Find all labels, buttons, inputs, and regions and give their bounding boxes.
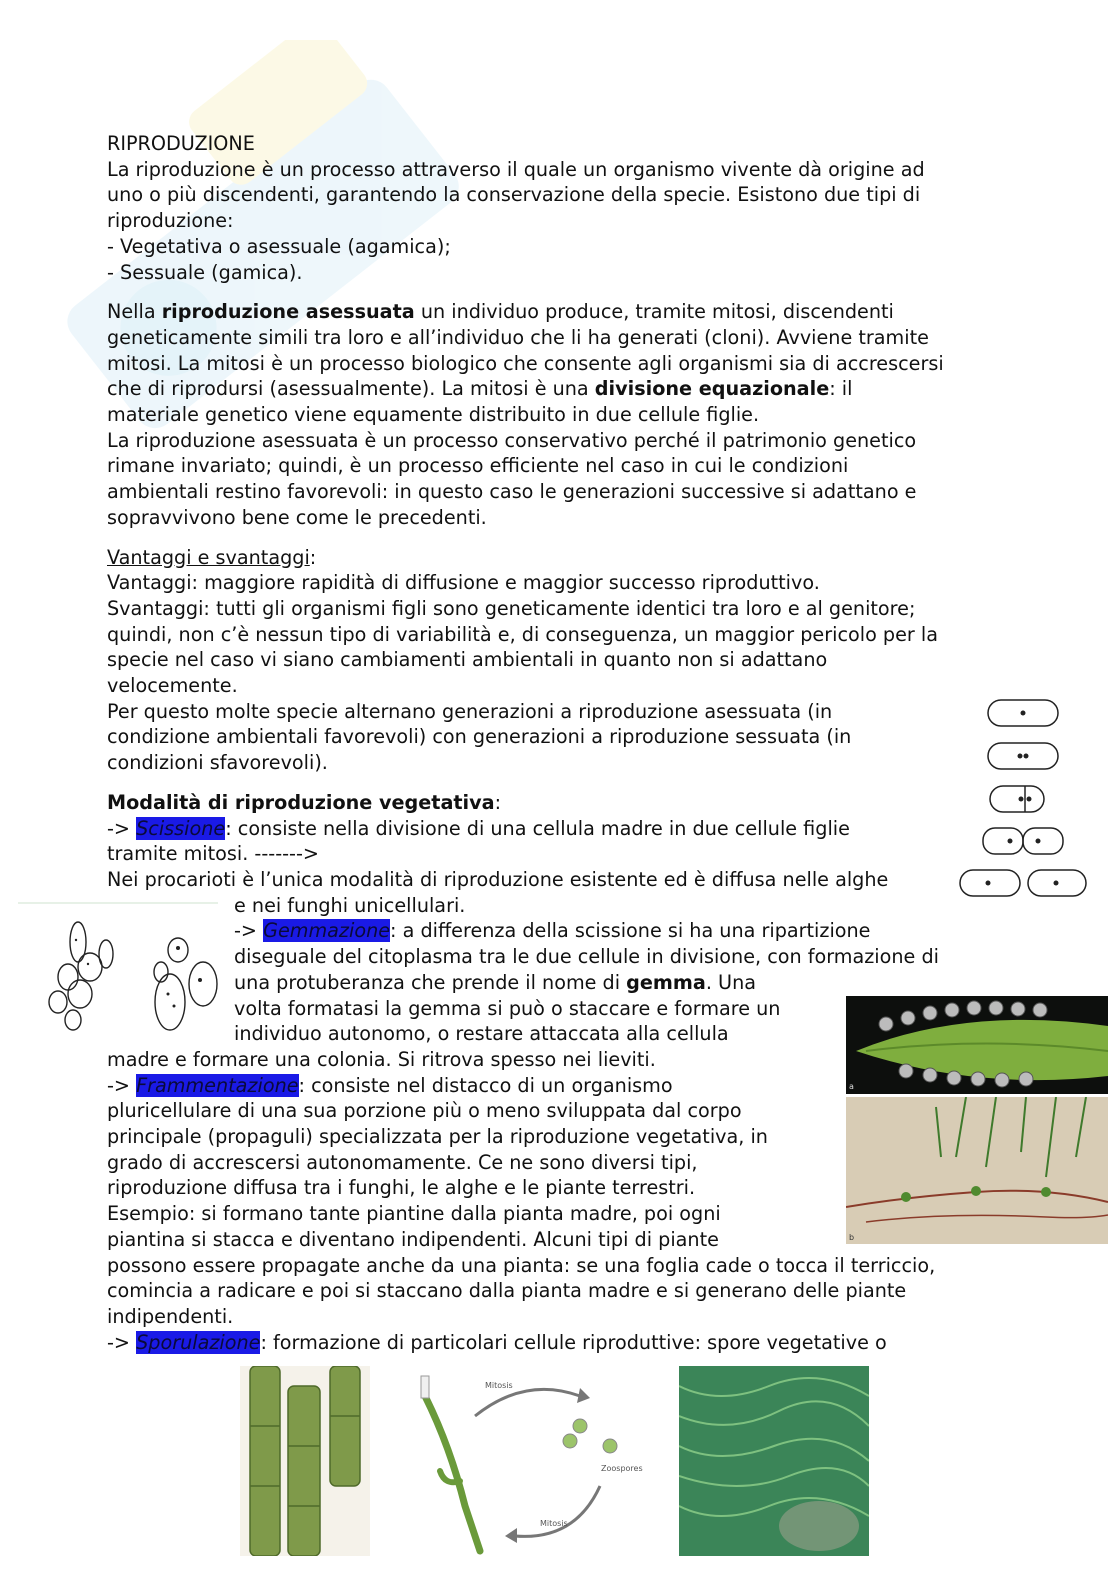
intro-line: - Sessuale (gamica). [107, 260, 303, 284]
asexual-line: ambientali restino favorevoli: in questo caso le generazioni successive si adattano e [107, 480, 917, 504]
pros-cons-line: Per questo molte specie alternano generazioni a riproduzione asessuata (in [107, 699, 833, 723]
frammentazione-line: Esempio: si formano tante piantine dalla pianta madre, poi ogni [107, 1202, 721, 1226]
pros-cons-line: quindi, non c’è nessun tipo di variabilità e, di conseguenza, un maggior pericolo per la [107, 622, 938, 646]
intro-line: - Vegetativa o asessuale (agamica); [107, 234, 451, 258]
frammentazione-line: piantina si stacca e diventano indipendenti. Alcuni tipi di piante [107, 1227, 719, 1251]
pros-cons-line: specie nel caso vi siano cambiamenti ambientali in quanto non si adattano [107, 648, 828, 672]
asexual-line: Nella riproduzione asessuata un individuo produce, tramite mitosi, discendenti [107, 300, 894, 324]
budding-yeast-drawing [18, 902, 218, 1037]
mitosis-label-bottom: Mitosis [540, 1519, 568, 1528]
frammentazione-line: pluricellulare di una sua porzione più o meno sviluppata dal corpo [107, 1099, 742, 1123]
term-sporulazione: Sporulazione [136, 1330, 261, 1354]
algae-mass-photo [679, 1366, 869, 1556]
gemmazione-line: diseguale del citoplasma tra le due cellule in divisione, con formazione di [234, 945, 939, 969]
asexual-line: geneticamente simili tra loro e all’individuo che li ha generati (cloni). Avviene tramite [107, 325, 929, 349]
term-riproduzione-asessuata: riproduzione asessuata [161, 300, 415, 324]
frammentazione-line: principale (propaguli) specializzata per la riproduzione vegetativa, in [107, 1125, 768, 1149]
frammentazione-line: comincia a radicare e poi si staccano dalla pianta madre e si generano delle piante [107, 1279, 907, 1303]
asexual-line: mitosi. La mitosi è un processo biologico che consente agli organismi sia di accrescersi [107, 351, 944, 375]
page-title: RIPRODUZIONE [107, 132, 255, 155]
intro-line: uno o più discendenti, garantendo la conservazione della specie. Esistono due tipi di [107, 183, 921, 207]
pros-cons-line: condizione ambientali favorevoli) con generazioni a riproduzione sessuata (in [107, 725, 852, 749]
gemmazione-line: una protuberanza che prende il nome di gemma. Una [234, 970, 757, 994]
frammentazione-line: riproduzione diffusa tra i funghi, le alghe e le piante terrestri. [107, 1176, 696, 1200]
pros-cons-line: Svantaggi: tutti gli organismi figli sono geneticamente identici tra loro e al genitore; [107, 596, 916, 620]
frammentazione-line: grado di accrescersi autonomamente. Ce ne sono diversi tipi, [107, 1150, 698, 1174]
binary-fission-diagram [955, 695, 1095, 900]
intro-line: La riproduzione è un processo attraverso il quale un organismo vivente dà origine ad [107, 157, 925, 181]
runner-plant-photo [846, 1097, 1108, 1244]
asexual-line: sopravvivono bene come le precedenti. [107, 505, 487, 529]
term-gemma: gemma [626, 970, 706, 994]
term-scissione: Scissione [136, 816, 226, 840]
procarioti-line: Nei procarioti è l’unica modalità di riproduzione esistente ed è diffusa nelle alghe [107, 867, 889, 891]
pros-cons-line: Vantaggi: maggiore rapidità di diffusione e maggior successo riproduttivo. [107, 571, 820, 595]
runner-photo-label: b [849, 1233, 855, 1242]
scissione-line: -> Scissione: consiste nella divisione di una cellula madre in due cellule figlie [107, 816, 850, 840]
gemmazione-line: volta formatasi la gemma si può o staccare e formare un [234, 996, 781, 1020]
scissione-line: tramite mitosi. -------> [107, 842, 319, 866]
pros-cons-line: condizioni sfavorevoli). [107, 751, 328, 775]
asexual-line: materiale genetico viene equamente distribuito in due cellule figlie. [107, 403, 760, 427]
leaf-plantlets-photo [846, 996, 1108, 1094]
gemmazione-line: madre e formare una colonia. Si ritrova spesso nei lieviti. [107, 1047, 656, 1071]
sporulazione-line: -> Sporulazione: formazione di particolari cellule riproduttive: spore vegetative o [107, 1330, 887, 1354]
leaf-photo-label: a [849, 1082, 854, 1091]
term-divisione-equazionale: divisione equazionale [594, 377, 830, 401]
modes-heading: Modalità di riproduzione vegetativa: [107, 790, 502, 814]
zoospores-label: Zoospores [601, 1464, 643, 1473]
asexual-line: che di riprodursi (asessualmente). La mitosi è una divisione equazionale: il [107, 377, 853, 401]
term-gemmazione: Gemmazione [263, 919, 391, 943]
pros-cons-line: velocemente. [107, 674, 238, 698]
asexual-line: La riproduzione asessuata è un processo conservativo perché il patrimonio genetico [107, 428, 917, 452]
term-frammentazione: Frammentazione [136, 1073, 299, 1097]
zoospore-cycle-diagram [405, 1366, 655, 1556]
intro-line: riproduzione: [107, 209, 234, 233]
frammentazione-line: indipendenti. [107, 1304, 234, 1328]
asexual-line: rimane invariato; quindi, è un processo efficiente nel caso in cui le condizioni [107, 454, 849, 478]
procarioti-line: e nei funghi unicellulari. [234, 893, 466, 917]
pros-cons-heading: Vantaggi e svantaggi: [107, 545, 317, 569]
frammentazione-line: -> Frammentazione: consiste nel distacco di un organismo [107, 1073, 673, 1097]
gemmazione-line: individuo autonomo, o restare attaccata alla cellula [234, 1022, 729, 1046]
frammentazione-line: possono essere propagate anche da una pianta: se una foglia cade o tocca il terriccio, [107, 1253, 936, 1277]
alga-filament-photo [240, 1366, 370, 1556]
mitosis-label-top: Mitosis [485, 1381, 513, 1390]
gemmazione-line: -> Gemmazione: a differenza della scissione si ha una ripartizione [234, 919, 871, 943]
